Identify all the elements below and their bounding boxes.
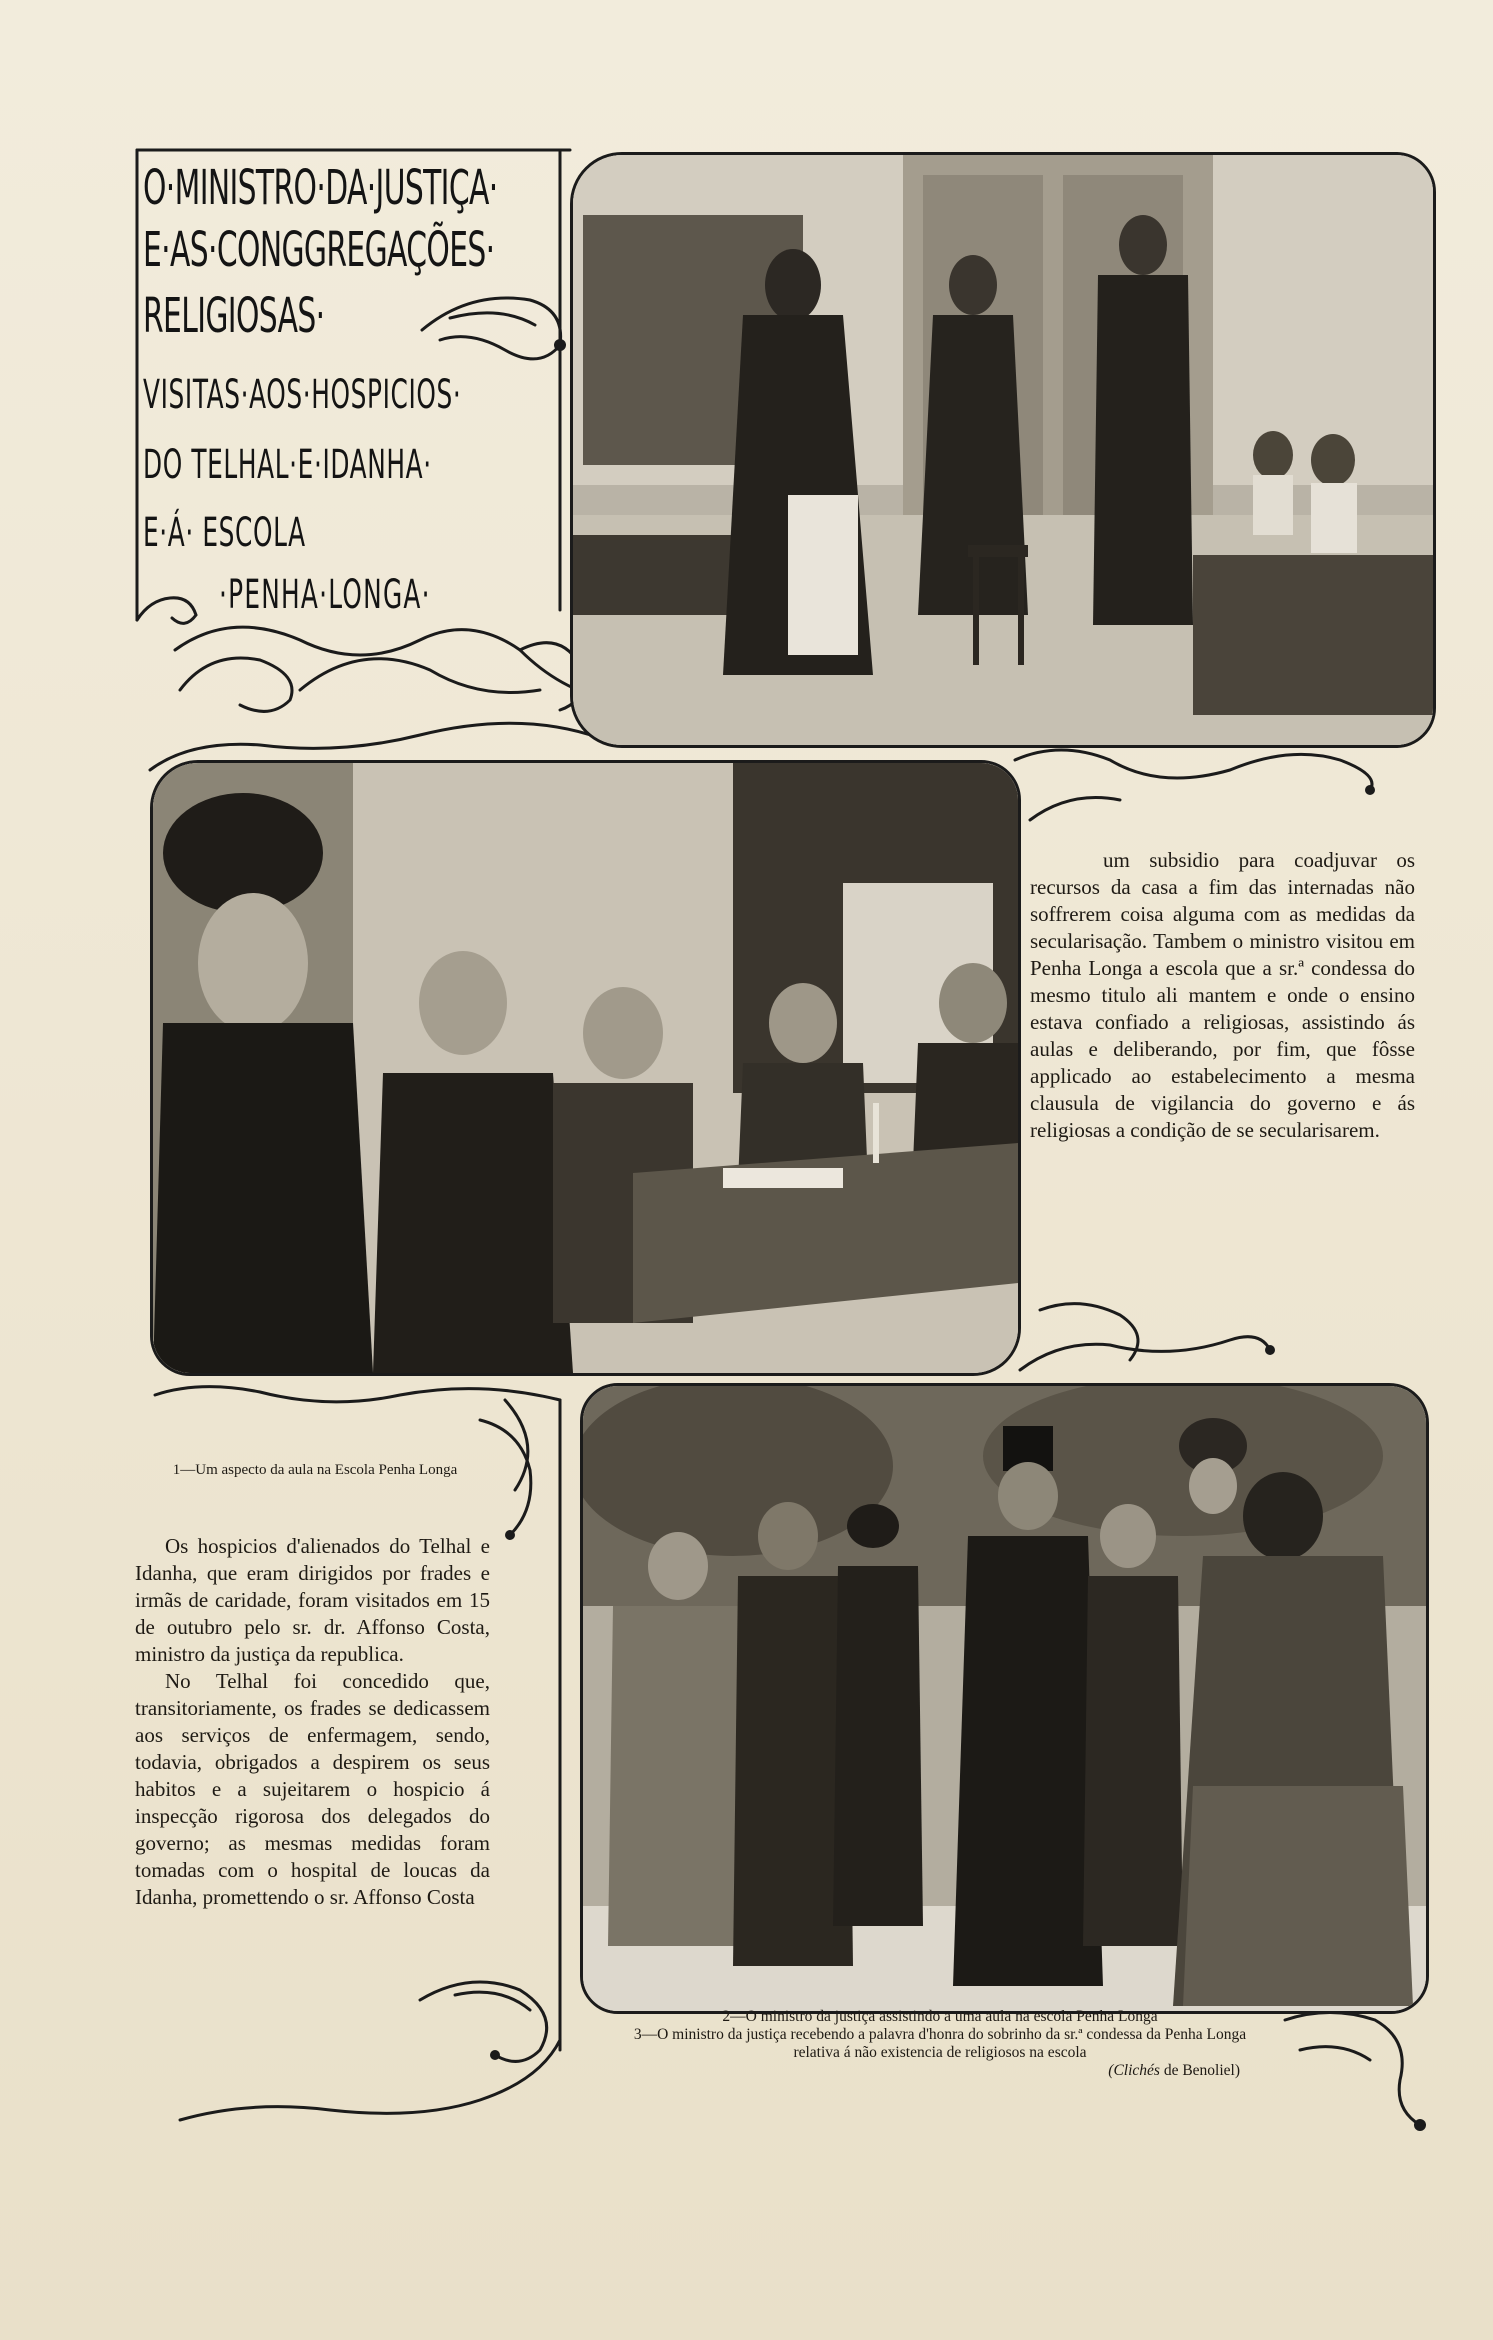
article-text-left-column — [135, 1533, 490, 1911]
title-line-4: VISITAS·AOS·HOSPICIOS· — [143, 372, 462, 418]
photo-credit — [620, 2062, 1260, 2080]
title-line-6: E·Á· ESCOLA — [143, 510, 306, 556]
title-line-1: O·MINISTRO·DA·JUSTIÇA· — [143, 160, 498, 216]
photo-group-outdoors — [580, 1383, 1429, 2014]
article-title — [137, 150, 562, 618]
caption-photo-3: 3—O ministro da justiça recebendo a palavra d'honra do sobrinho da sr.ª condessa da Penha Longa relativa á não existencia de religiosos na escola — [633, 2026, 1247, 2061]
article-paragraph: Os hospicios d'alienados do Telhal e Idanha, que eram dirigidos por frades e irmãs de caridade, foram visitados em 15 de outubro pelo sr. dr. Affonso Costa, ministro da justiça da republica. — [135, 1534, 490, 1666]
title-line-2: E·AS·CONGGREGAÇÕES· — [143, 222, 495, 278]
article-text-right-column — [1030, 847, 1415, 1144]
article-paragraph: um subsidio para coadjuvar os recursos da casa a fim das internadas não soffrerem coisa alguma com as medidas da secularisação. Tambem o ministro visitou em Penha Longa a escola que a sr.ª condessa do mesmo titulo ali mantem e onde o ensino estava confiado a religiosas, assistindo ás aulas e deliberando, por fim, que fôsse applicado ao estabelecimento a mesma clausula de vigilancia do governo e ás religiosas a condição de se secularisarem. — [1030, 848, 1415, 1142]
caption-photo-1: 1—Um aspecto da aula na Escola Penha Longa — [172, 1462, 458, 1478]
title-line-5: DO TELHAL·E·IDANHA· — [143, 442, 432, 488]
credit-rest: de Benoliel) — [1159, 2062, 1240, 2079]
caption-photo-2: 2—O ministro da justiça assistindo a uma aula na escola Penha Longa — [722, 2008, 1158, 2025]
title-line-3: RELIGIOSAS· — [143, 288, 325, 344]
article-paragraph: No Telhal foi concedido que, transitoriamente, os frades se dedicassem aos serviços de enfermagem, sendo, todavia, obrigados a despirem os seus habitos e a sujeitarem o hospicio á inspecção rigorosa dos delegados do governo; as mesmas medidas foram tomadas com o hospital de loucas da Idanha, promettendo o sr. Affonso Costa — [135, 1669, 490, 1909]
photo-classroom-scene — [570, 152, 1436, 748]
credit-italic: (Clichés — [1108, 2062, 1160, 2079]
title-line-7: ·PENHA·LONGA· — [219, 572, 431, 618]
captions-photos-2-3 — [620, 2008, 1260, 2080]
photo-minister-at-table — [150, 760, 1021, 1376]
